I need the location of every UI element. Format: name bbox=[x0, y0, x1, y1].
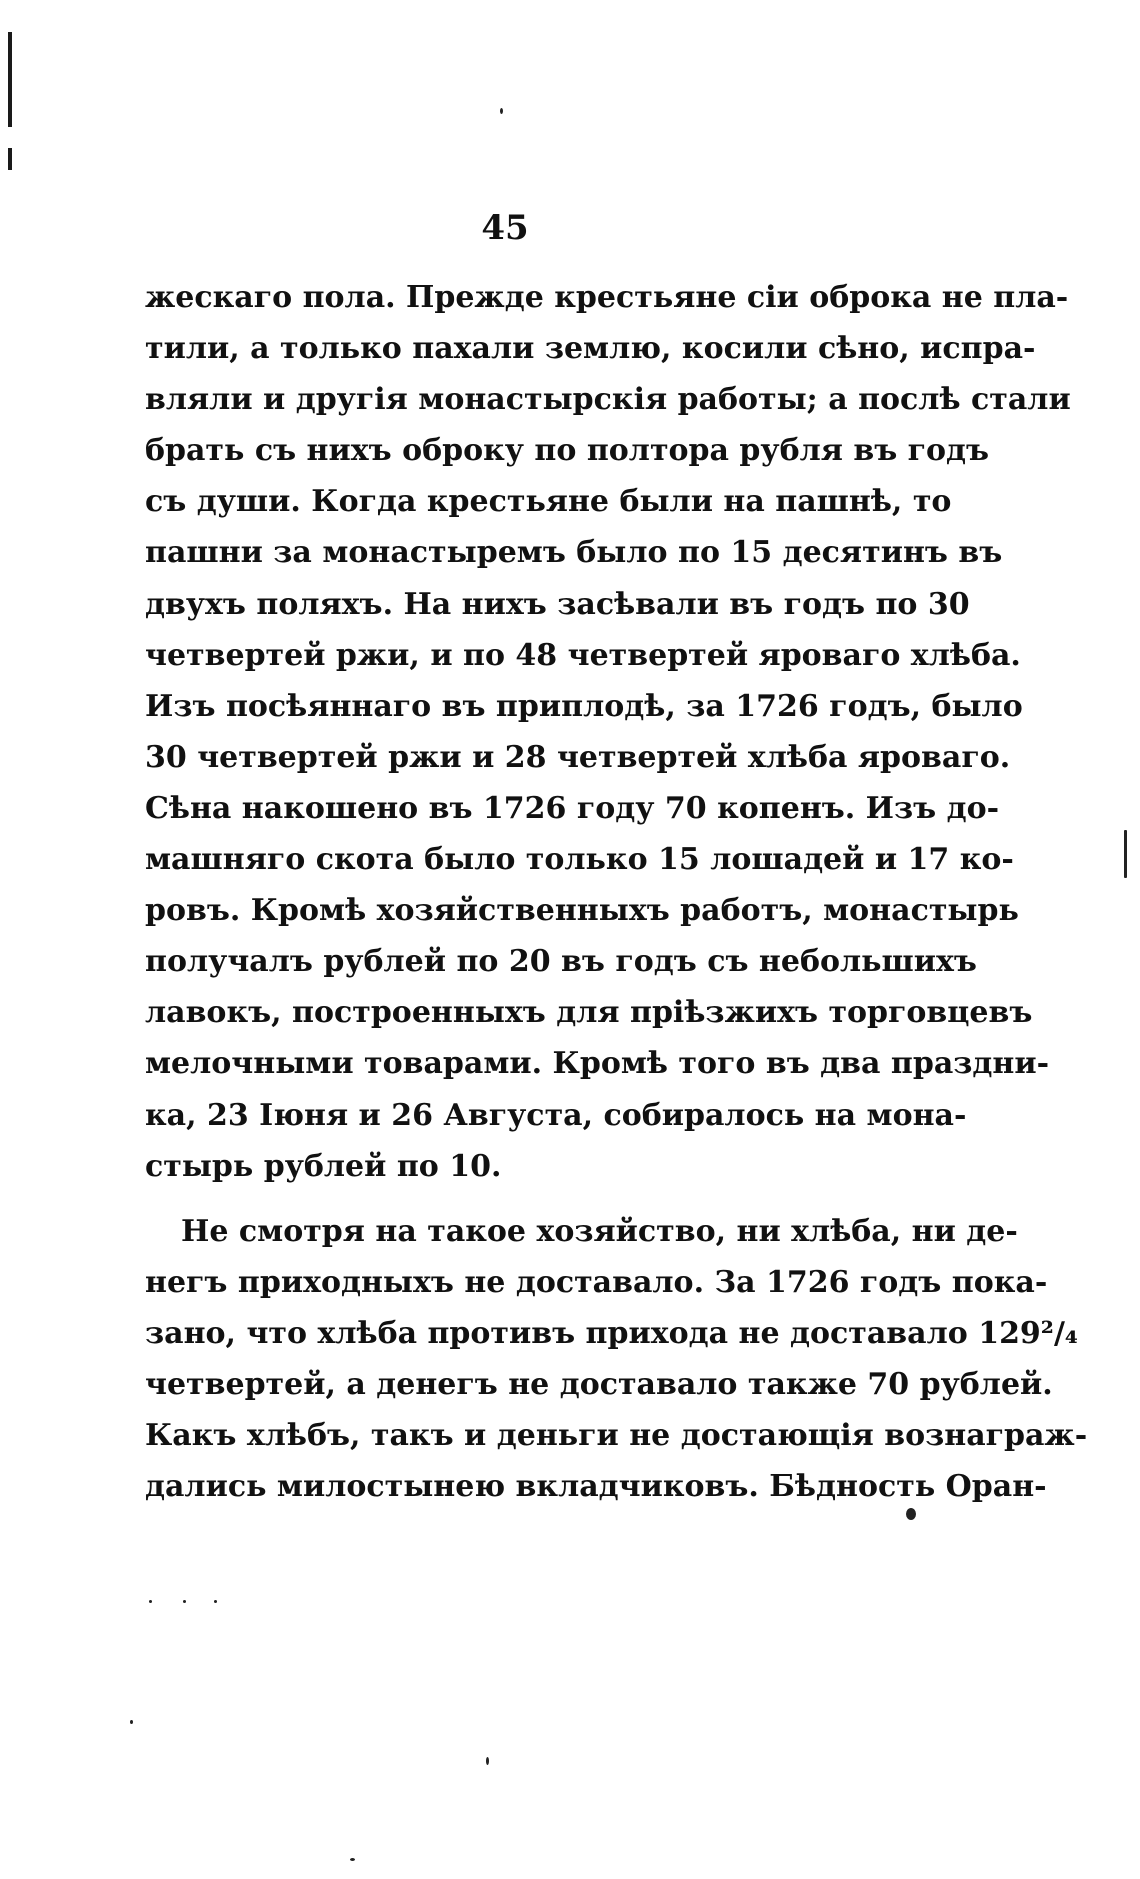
text-line: мелочными товарами. Кромѣ того въ два праздни- bbox=[145, 1046, 1050, 1082]
text-line: получалъ рублей по 20 въ годъ съ небольшихъ bbox=[145, 944, 977, 980]
scan-speck bbox=[350, 1858, 355, 1861]
scan-speck bbox=[149, 1600, 152, 1603]
scan-speck bbox=[1124, 830, 1127, 878]
scan-speck bbox=[130, 1720, 133, 1724]
text-line: пашни за монастыремъ было по 15 десятинъ въ bbox=[145, 535, 1003, 571]
scan-edge-mark bbox=[8, 32, 12, 127]
scan-speck bbox=[183, 1600, 186, 1603]
text-line: четвертей, а денегъ не доставало также 70 рублей. bbox=[145, 1366, 1053, 1402]
scan-speck bbox=[214, 1600, 217, 1603]
text-line: Не смотря на такое хозяйство, ни хлѣба, ни де- bbox=[181, 1213, 1018, 1249]
text-line: съ души. Когда крестьяне были на пашнѣ, то bbox=[145, 484, 952, 520]
text-line: жескаго пола. Прежде крестьяне сіи оброка не пла- bbox=[145, 280, 1069, 315]
paragraph bbox=[145, 1206, 1088, 1513]
text-line: зано, что хлѣба противъ прихода не доставало 129²/₄ bbox=[145, 1315, 1079, 1351]
text-line: Сѣна накошено въ 1726 году 70 копенъ. Изъ до- bbox=[145, 790, 1000, 826]
text-line: ровъ. Кромѣ хозяйственныхъ работъ, монастырь bbox=[145, 893, 1019, 929]
text-line: машняго скота было только 15 лошадей и 17 ко- bbox=[145, 842, 1014, 878]
scan-edge-mark bbox=[8, 148, 12, 170]
scan-speck bbox=[486, 1757, 489, 1765]
text-line: негъ приходныхъ не доставало. За 1726 годъ пока- bbox=[145, 1264, 1048, 1300]
text-line: четвертей ржи, и по 48 четвертей яроваго хлѣба. bbox=[145, 637, 1021, 673]
scan-speck bbox=[500, 108, 503, 114]
text-line: двухъ поляхъ. На нихъ засѣвали въ годъ по 30 bbox=[145, 586, 970, 622]
text-line: стырь рублей по 10. bbox=[145, 1148, 502, 1184]
scan-speck bbox=[906, 1508, 916, 1520]
text-line: брать съ нихъ оброку по полтора рубля въ годъ bbox=[145, 433, 990, 469]
text-line: вляли и другія монастырскія работы; а послѣ стали bbox=[145, 382, 1071, 418]
text-line: дались милостынею вкладчиковъ. Бѣдность Оран- bbox=[145, 1469, 1047, 1505]
text-line: 30 четвертей ржи и 28 четвертей хлѣба яроваго. bbox=[145, 739, 1011, 775]
body-text bbox=[145, 272, 1088, 1512]
page-number: 45 bbox=[481, 208, 529, 248]
paragraph bbox=[145, 272, 1071, 1192]
text-line: тили, а только пахали землю, косили сѣно, испра- bbox=[145, 331, 1036, 367]
text-line: лавокъ, построенныхъ для пріѣзжихъ торговцевъ bbox=[145, 995, 1033, 1031]
paragraph-gap bbox=[145, 1192, 875, 1206]
text-line: Изъ посѣяннаго въ приплодѣ, за 1726 годъ, было bbox=[145, 688, 1023, 724]
text-line: Какъ хлѣбъ, такъ и деньги не достающія вознаграж- bbox=[145, 1418, 1088, 1454]
text-line: ка, 23 Іюня и 26 Августа, собиралось на мона- bbox=[145, 1097, 967, 1133]
